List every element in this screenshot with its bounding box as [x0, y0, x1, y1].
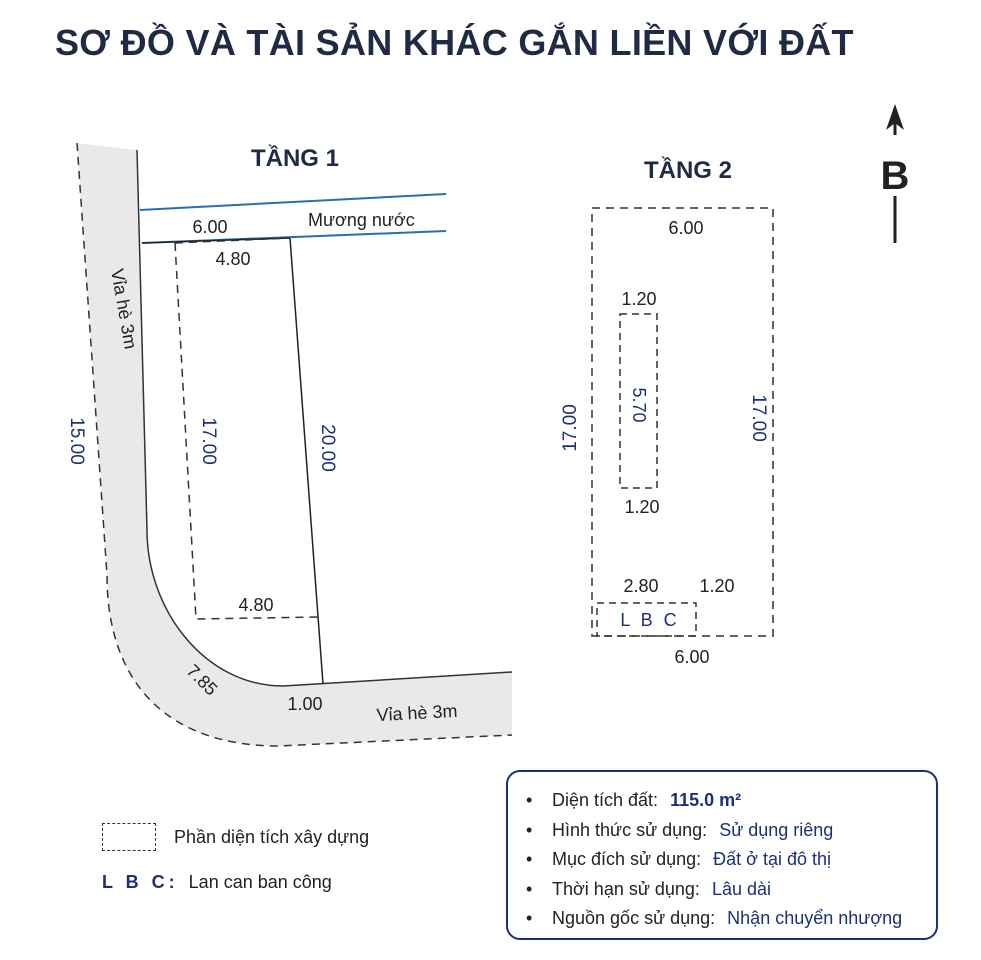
info-label: Hình thức sử dụng:: [552, 819, 708, 840]
info-label: Diện tích đất:: [552, 790, 659, 811]
info-value: Nhận chuyển nhượng: [727, 908, 903, 929]
dim-f1-top: 6.00: [192, 217, 228, 237]
legend-dashed-swatch: [102, 823, 156, 851]
dim-f2-bottom: 6.00: [674, 647, 710, 667]
info-value: 115.0 m²: [670, 790, 742, 811]
info-value: Lâu dài: [711, 878, 771, 899]
info-row-duration: [526, 875, 920, 905]
compass-letter: B: [880, 154, 910, 198]
bullet-icon: •: [526, 908, 533, 929]
dim-f2-void-height: 5.70: [629, 387, 649, 423]
dim-f1-left-outer: 15.00: [66, 417, 87, 465]
info-row-purpose: [526, 845, 920, 875]
sidewalk-left-label: Vỉa hè 3m: [107, 267, 141, 351]
dim-f2-right: 17.00: [748, 394, 769, 442]
info-label: Nguồn gốc sử dụng:: [552, 908, 716, 929]
legend-lbc-key: L B C:: [102, 872, 179, 892]
info-row-origin: [526, 904, 920, 934]
info-label: Mục đích sử dụng:: [552, 849, 702, 870]
page-title: SƠ ĐỒ VÀ TÀI SẢN KHÁC GẮN LIỀN VỚI ĐẤT: [55, 22, 854, 63]
sidewalk-area: [77, 143, 512, 746]
dim-f2-balcony-width: 2.80: [623, 576, 659, 596]
floor1-building-outline: [175, 238, 320, 619]
dim-f2-void-bottom: 1.20: [624, 497, 660, 517]
info-value: Sử dụng riêng: [719, 819, 834, 840]
info-value: Đất ở tại đô thị: [713, 849, 831, 870]
legend-dashed-label: Phần diện tích xây dựng: [174, 826, 370, 847]
info-row-usage-form: [526, 816, 920, 846]
legend-lbc-row: [102, 872, 332, 893]
floor2-heading: TẦNG 2: [643, 157, 733, 184]
dim-f2-left: 17.00: [560, 404, 581, 452]
dim-f2-top: 6.00: [668, 218, 704, 238]
dim-f1-inner-left: 17.00: [198, 417, 219, 465]
info-row-area: [526, 786, 920, 816]
canal-label: Mương nước: [308, 210, 415, 230]
info-box: [506, 770, 938, 940]
floor2-outline: [592, 208, 773, 636]
bullet-icon: •: [526, 790, 533, 811]
bullet-icon: •: [526, 849, 533, 870]
canal-line-top: [140, 194, 446, 210]
bullet-icon: •: [526, 819, 533, 840]
dim-f1-inner-top: 4.80: [215, 249, 251, 269]
dim-f1-bottom: 1.00: [287, 694, 323, 714]
info-label: Thời hạn sử dụng:: [552, 878, 700, 899]
sidewalk-bottom-label: Vỉa hè 3m: [376, 700, 458, 726]
legend-dashed-row: [102, 823, 369, 851]
bullet-icon: •: [526, 878, 533, 899]
dim-f2-void-top: 1.20: [621, 289, 657, 309]
balcony-label: L B C: [620, 610, 680, 630]
legend-lbc-label: Lan can ban công: [188, 872, 332, 892]
dim-f1-right: 20.00: [317, 424, 338, 472]
dim-f1-arc: 7.85: [182, 660, 222, 700]
dim-f2-balcony-offset: 1.20: [699, 576, 735, 596]
dim-f1-inner-bottom: 4.80: [238, 595, 274, 615]
lot-top-edge: [142, 238, 290, 243]
floor1-heading: TẦNG 1: [250, 145, 340, 172]
